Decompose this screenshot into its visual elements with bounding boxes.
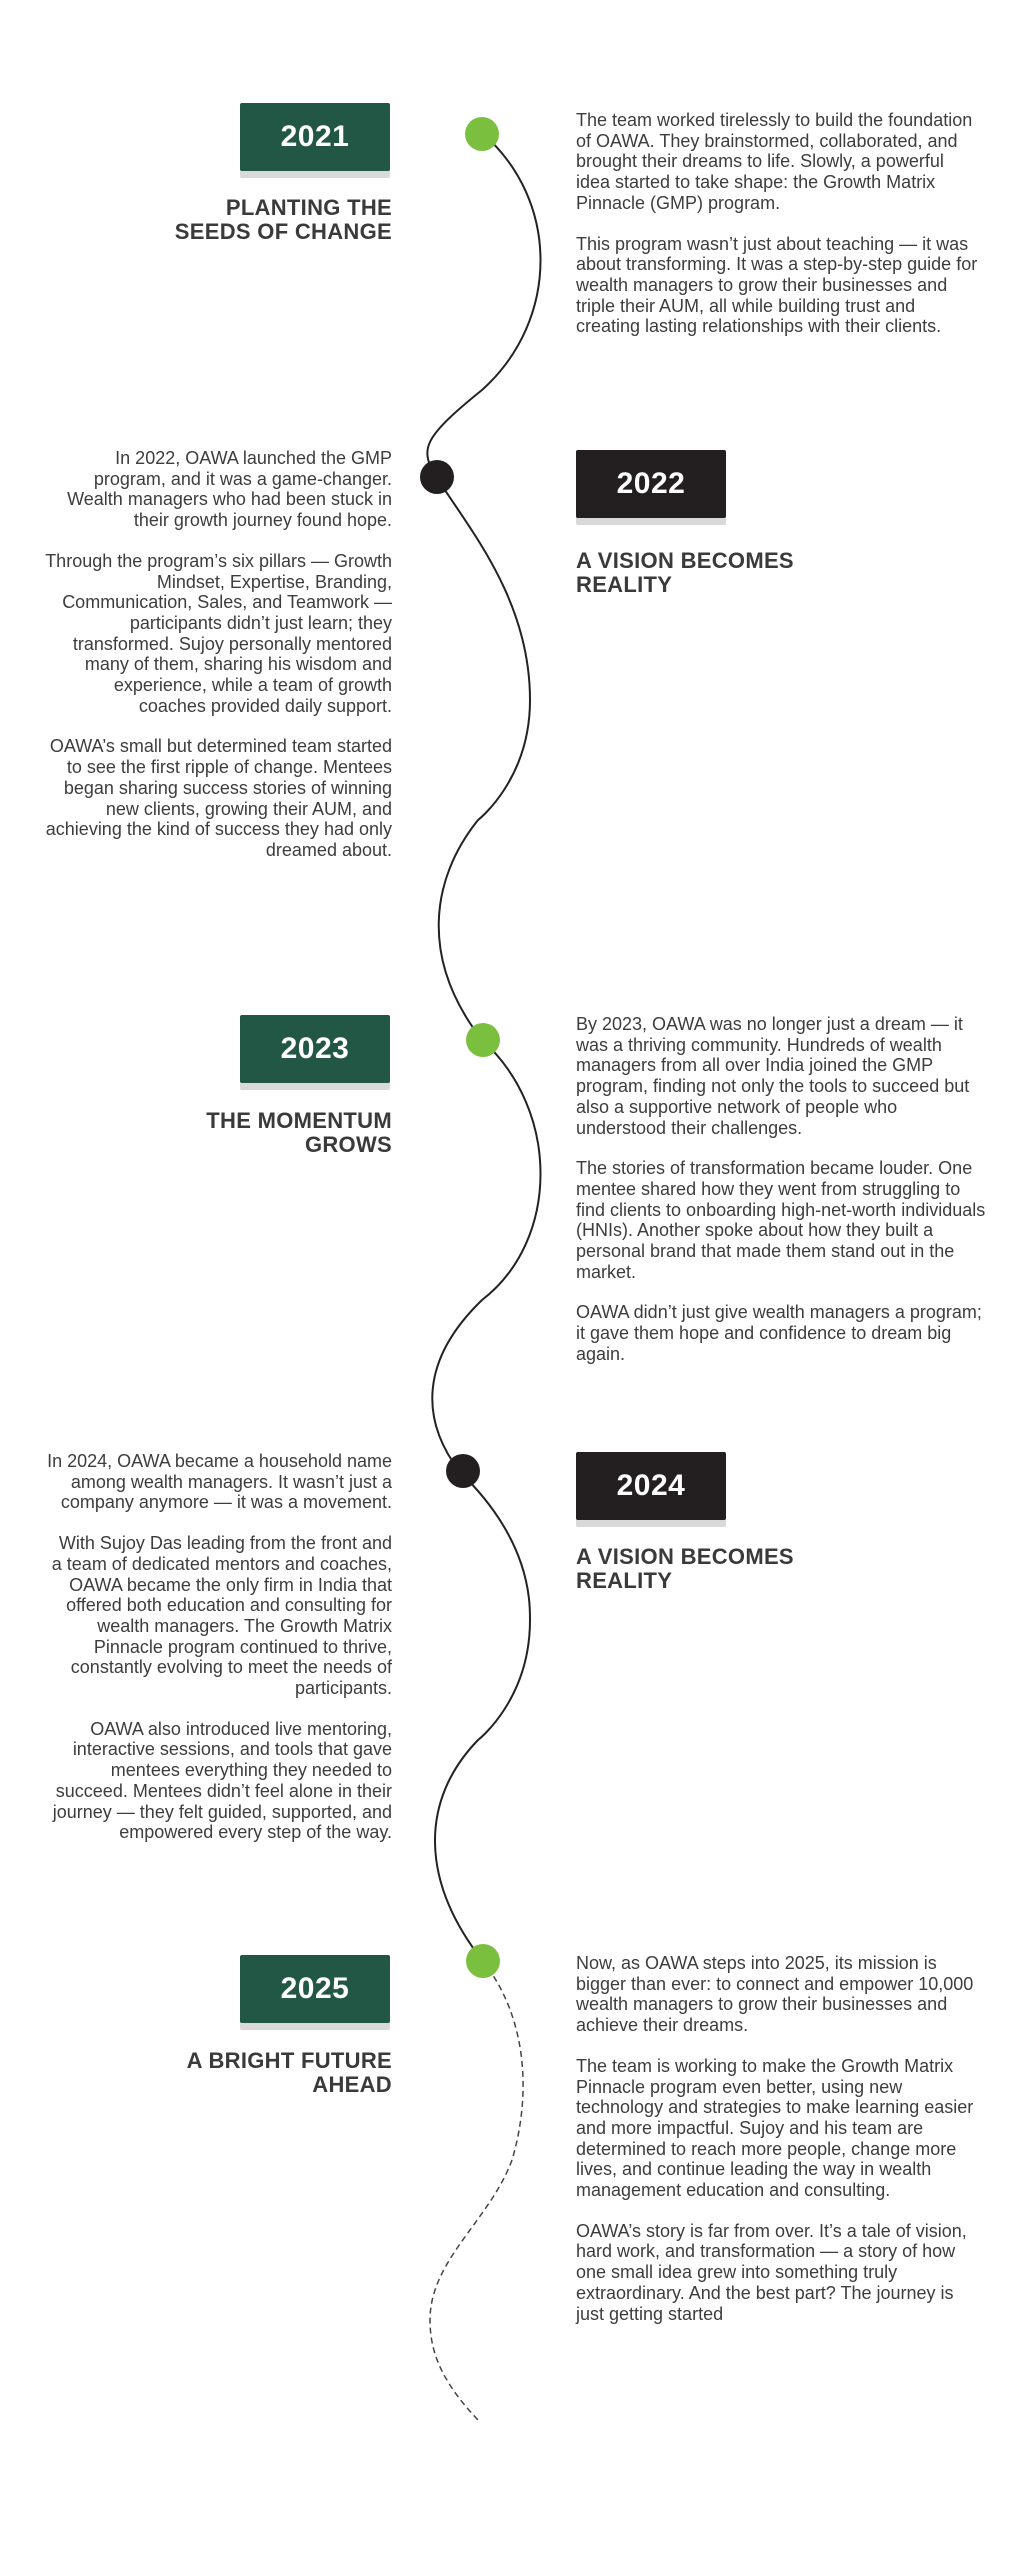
timeline-dot-2025 xyxy=(466,1944,500,1978)
milestone-heading-2023: THE MOMENTUM GROWS xyxy=(206,1108,392,1157)
milestone-heading-2022: A VISION BECOMES REALITY xyxy=(576,548,794,597)
milestone-text-2022 xyxy=(44,448,392,881)
paragraph: By 2023, OAWA was no longer just a dream — it was a thriving community. Hundreds of wealth managers from all over India joined the GMP program, finding not only the tools to succeed but also a supportive network of people who understood their challenges. xyxy=(576,1014,970,1138)
year-label: 2025 xyxy=(280,1972,350,2005)
year-label: 2023 xyxy=(280,1032,350,1065)
milestone-heading-2025: A BRIGHT FUTURE AHEAD xyxy=(186,2048,392,2097)
paragraph: The team is working to make the Growth Matrix Pinnacle program even better, using new technology and strategies to make learning easier and more impactful. Sujoy and his team are determined to reach more people, change more lives, and continue leading the way in wealth management education and consulting. xyxy=(576,2055,974,2201)
year-badge-2024 xyxy=(576,1452,726,1520)
milestone-text-2023 xyxy=(576,1014,986,1385)
timeline-dot-2024 xyxy=(446,1454,480,1488)
paragraph: In 2024, OAWA became a household name among wealth managers. It wasn’t just a company anymore — it was a movement. xyxy=(47,1451,392,1513)
year-badge-2021 xyxy=(240,103,390,171)
paragraph: The stories of transformation became louder. One mentee shared how they went from struggling to find clients to onboarding high-net-worth individuals (HNIs). Another spoke about how they built a personal brand that made them stand out in the market. xyxy=(576,1158,986,1282)
milestone-heading-2021: PLANTING THE SEEDS OF CHANGE xyxy=(174,195,392,244)
paragraph: This program wasn’t just about teaching — it was about transforming. It was a step-by-step guide for wealth managers to grow their businesses and triple their AUM, all while building trust and creating lasting relationships with their clients. xyxy=(576,233,978,337)
paragraph: Now, as OAWA steps into 2025, its mission is bigger than ever: to connect and empower 10,000 wealth managers to grow their businesses and achieve their dreams. xyxy=(576,1953,974,2036)
timeline-dot-2021 xyxy=(465,117,499,151)
year-badge-2023 xyxy=(240,1015,390,1083)
year-badge-2022 xyxy=(576,450,726,518)
year-badge-2025 xyxy=(240,1955,390,2023)
year-label: 2022 xyxy=(616,467,686,500)
paragraph: In 2022, OAWA launched the GMP program, and it was a game-changer. Wealth managers who had been stuck in their growth journey found hope. xyxy=(67,448,392,531)
milestone-text-2021 xyxy=(576,110,980,357)
year-label: 2024 xyxy=(616,1469,686,1502)
timeline-dot-2023 xyxy=(466,1023,500,1057)
year-label: 2021 xyxy=(280,120,350,153)
timeline-line-dashed xyxy=(430,1960,523,2420)
milestone-heading-2024: A VISION BECOMES REALITY xyxy=(576,1544,794,1593)
paragraph: The team worked tirelessly to build the foundation of OAWA. They brainstormed, collaborated, and brought their dreams to life. Slowly, a powerful idea started to take shape: the Growth Matrix Pinnacle (GMP) program. xyxy=(576,110,973,213)
paragraph: With Sujoy Das leading from the front and a team of dedicated mentors and coaches, OAWA became the only firm in India that offered both education and consulting for wealth managers. The Growth Matrix Pinnacle program continued to thrive, constantly evolving to meet the needs of participants. xyxy=(51,1533,392,1699)
milestone-text-2025 xyxy=(576,1953,986,2344)
paragraph: OAWA also introduced live mentoring, interactive sessions, and tools that gave mentees everything they needed to succeed. Mentees didn’t feel alone in their journey — they felt guided, supported, and empowered every step of the way. xyxy=(52,1718,392,1843)
paragraph: OAWA’s small but determined team started to see the first ripple of change. Mentees began sharing success stories of winning new clients, growing their AUM, and achieving the kind of success they had only dreamed about. xyxy=(45,736,392,860)
paragraph: OAWA didn’t just give wealth managers a program; it gave them hope and confidence to dream big again. xyxy=(576,1302,982,1364)
milestone-text-2024 xyxy=(44,1451,392,1863)
paragraph: OAWA’s story is far from over. It’s a tale of vision, hard work, and transformation — a story of how one small idea grew into something truly extraordinary. And the best part? The journey is just getting started xyxy=(576,2220,967,2324)
paragraph: Through the program’s six pillars — Growth Mindset, Expertise, Branding, Communication, Sales, and Teamwork — participants didn’t just learn; they transformed. Sujoy personally mentored many of them, sharing his wisdom and experience, while a team of growth coaches provided daily support. xyxy=(45,550,392,716)
timeline-dot-2022 xyxy=(420,460,454,494)
